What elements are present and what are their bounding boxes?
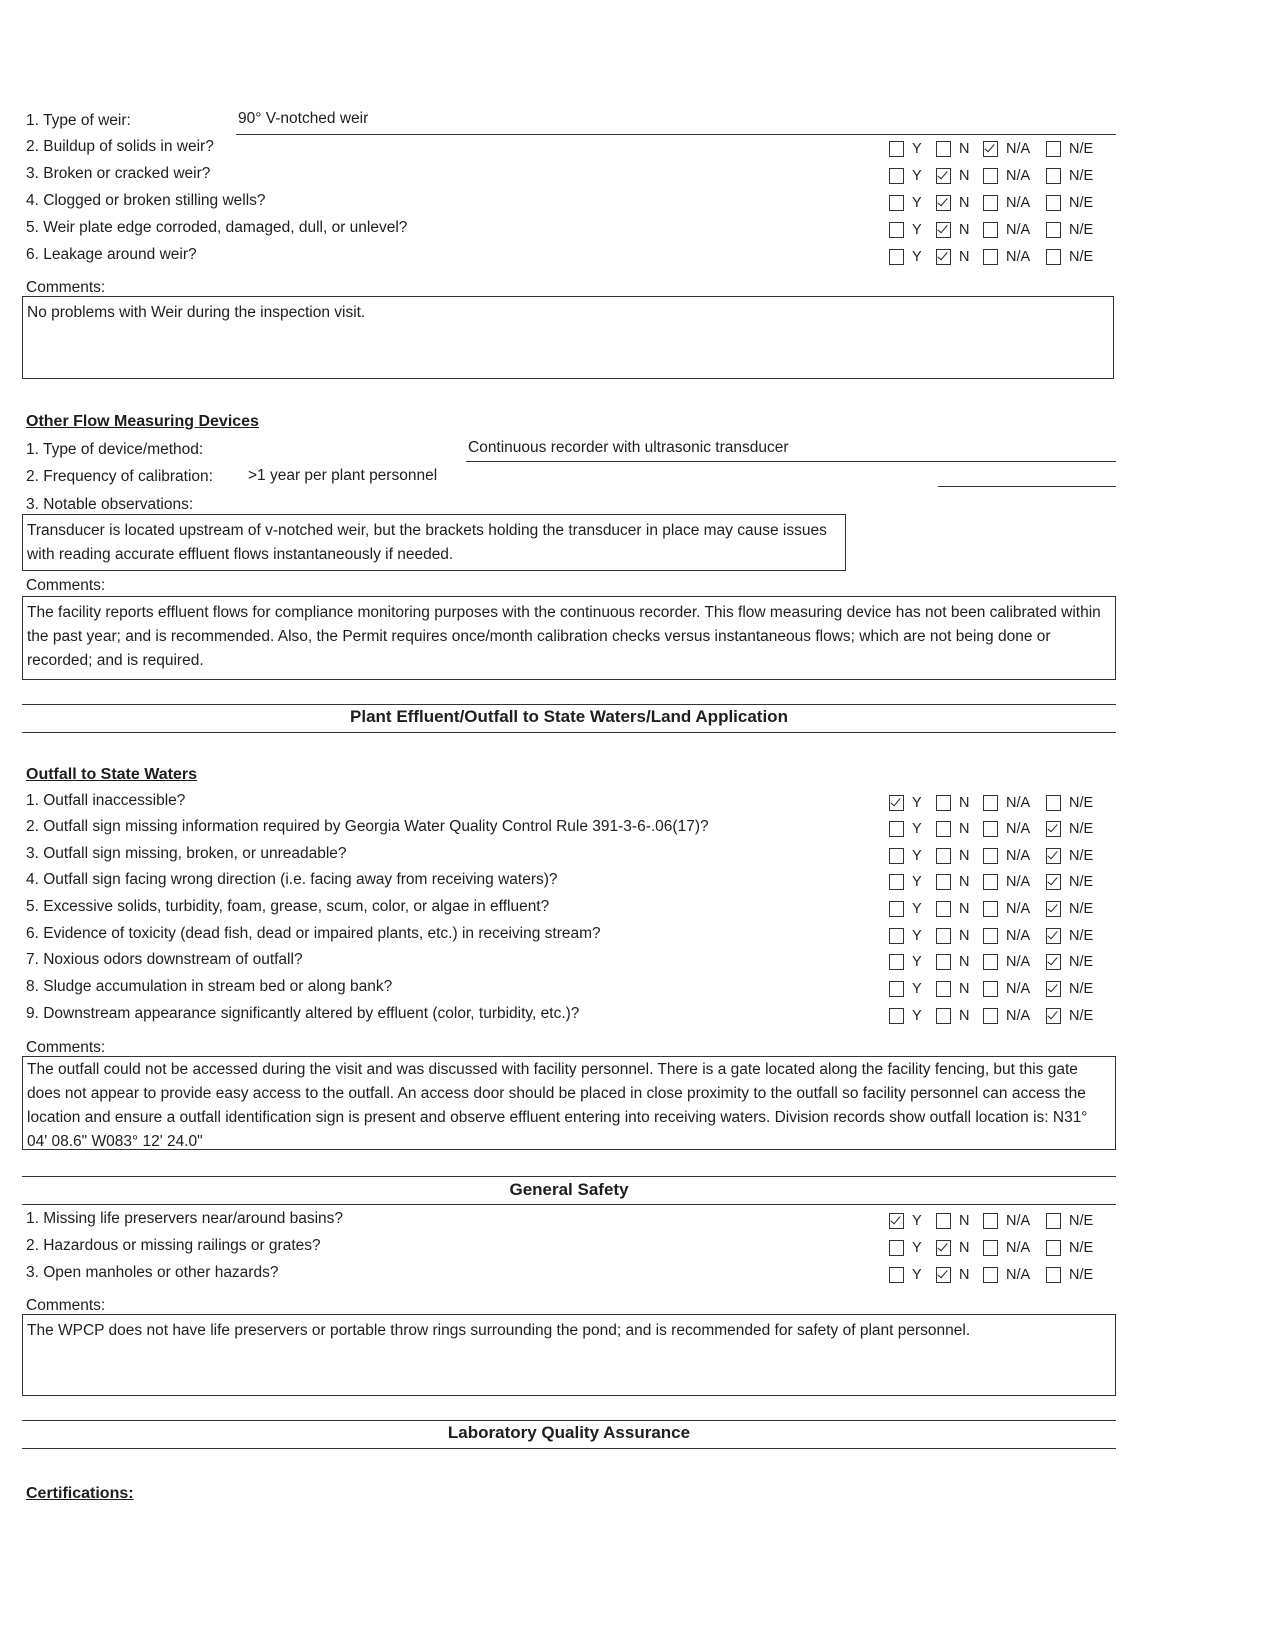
checkbox-ne[interactable] — [1046, 249, 1061, 265]
checkbox-y[interactable] — [889, 1267, 904, 1283]
question-text: 5. Weir plate edge corroded, damaged, dull, or unlevel? — [26, 219, 408, 236]
checkbox-label-y: Y — [912, 1267, 922, 1283]
checkbox-ne[interactable] — [1046, 981, 1061, 997]
checkbox-ne[interactable] — [1046, 168, 1061, 184]
question-text: 4. Outfall sign facing wrong direction (i.e. facing away from receiving waters)? — [26, 871, 558, 888]
checkbox-n[interactable] — [936, 195, 951, 211]
weir-comments-box — [22, 296, 1114, 379]
device-type-value: Continuous recorder with ultrasonic transducer — [468, 439, 789, 456]
checkbox-label-na: N/A — [1006, 848, 1031, 864]
checkbox-na[interactable] — [983, 1008, 998, 1024]
checkbox-label-na: N/A — [1006, 928, 1031, 944]
checkbox-label-na: N/A — [1006, 874, 1031, 890]
checkbox-label-n: N — [959, 195, 970, 211]
checkbox-label-ne: N/E — [1069, 195, 1094, 211]
answer-options — [889, 899, 1139, 919]
checkbox-label-n: N — [959, 848, 970, 864]
checkbox-label-na: N/A — [1006, 901, 1031, 917]
checkbox-n[interactable] — [936, 1240, 951, 1256]
checkbox-y[interactable] — [889, 954, 904, 970]
certifications-heading: Certifications: — [26, 1485, 134, 1502]
device-type-underline — [466, 461, 1116, 462]
question-text: 5. Excessive solids, turbidity, foam, grease, scum, color, or algae in effluent? — [26, 898, 550, 915]
answer-options — [889, 166, 1139, 186]
checkbox-label-na: N/A — [1006, 195, 1031, 211]
checkbox-n[interactable] — [936, 821, 951, 837]
checkbox-n[interactable] — [936, 1008, 951, 1024]
checkbox-label-n: N — [959, 901, 970, 917]
checkbox-y[interactable] — [889, 901, 904, 917]
checkbox-n[interactable] — [936, 1213, 951, 1229]
checkbox-label-y: Y — [912, 1240, 922, 1256]
checkbox-ne[interactable] — [1046, 195, 1061, 211]
checkbox-y[interactable] — [889, 874, 904, 890]
checkbox-y[interactable] — [889, 141, 904, 157]
checkbox-ne[interactable] — [1046, 954, 1061, 970]
checkbox-label-n: N — [959, 141, 970, 157]
checkbox-label-y: Y — [912, 168, 922, 184]
checkbox-n[interactable] — [936, 954, 951, 970]
checkbox-na[interactable] — [983, 901, 998, 917]
checkbox-na[interactable] — [983, 222, 998, 238]
checkbox-label-ne: N/E — [1069, 795, 1094, 811]
checkbox-na[interactable] — [983, 928, 998, 944]
checkbox-label-ne: N/E — [1069, 874, 1094, 890]
checkbox-n[interactable] — [936, 249, 951, 265]
checkbox-label-ne: N/E — [1069, 981, 1094, 997]
checkbox-label-na: N/A — [1006, 795, 1031, 811]
checkbox-label-na: N/A — [1006, 1240, 1031, 1256]
checkbox-y[interactable] — [889, 795, 904, 811]
checkbox-na[interactable] — [983, 249, 998, 265]
answer-options — [889, 193, 1139, 213]
frequency-underline — [938, 486, 1116, 487]
plant-effluent-bottom-rule — [22, 732, 1116, 733]
checkbox-label-y: Y — [912, 901, 922, 917]
checkbox-label-y: Y — [912, 928, 922, 944]
checkbox-label-ne: N/E — [1069, 1240, 1094, 1256]
answer-options — [889, 952, 1139, 972]
checkbox-na[interactable] — [983, 1213, 998, 1229]
checkbox-n[interactable] — [936, 222, 951, 238]
checkbox-label-ne: N/E — [1069, 1008, 1094, 1024]
checkbox-n[interactable] — [936, 981, 951, 997]
checkbox-label-n: N — [959, 1267, 970, 1283]
observations-label: 3. Notable observations: — [26, 496, 194, 513]
answer-options — [889, 220, 1139, 240]
checkbox-label-y: Y — [912, 222, 922, 238]
weir-comments-label: Comments: — [26, 279, 106, 296]
checkbox-label-ne: N/E — [1069, 848, 1094, 864]
checkbox-ne[interactable] — [1046, 1240, 1061, 1256]
checkbox-label-ne: N/E — [1069, 1267, 1094, 1283]
checkbox-ne[interactable] — [1046, 795, 1061, 811]
frequency-value: >1 year per plant personnel — [248, 467, 438, 484]
checkbox-label-ne: N/E — [1069, 168, 1094, 184]
plant-effluent-title: Plant Effluent/Outfall to State Waters/Land Application — [350, 707, 788, 726]
checkbox-label-y: Y — [912, 141, 922, 157]
question-text: 3. Open manholes or other hazards? — [26, 1264, 279, 1281]
checkbox-n[interactable] — [936, 168, 951, 184]
checkbox-label-n: N — [959, 1213, 970, 1229]
checkbox-na[interactable] — [983, 168, 998, 184]
outfall-comments-label: Comments: — [26, 1039, 106, 1056]
answer-options — [889, 926, 1139, 946]
lab-qa-title: Laboratory Quality Assurance — [447, 1423, 691, 1442]
observations-box — [22, 514, 846, 571]
answer-options — [889, 1265, 1139, 1285]
question-text: 8. Sludge accumulation in stream bed or along bank? — [26, 978, 393, 995]
other-flow-comments-box — [22, 596, 1116, 680]
checkbox-na[interactable] — [983, 1240, 998, 1256]
answer-options — [889, 819, 1139, 839]
safety-comments-box — [22, 1314, 1116, 1396]
checkbox-y[interactable] — [889, 222, 904, 238]
answer-options — [889, 1211, 1139, 1231]
checkbox-label-na: N/A — [1006, 954, 1031, 970]
answer-options — [889, 793, 1139, 813]
checkbox-label-y: Y — [912, 1213, 922, 1229]
checkbox-y[interactable] — [889, 848, 904, 864]
checkbox-label-n: N — [959, 928, 970, 944]
safety-comments-text: The WPCP does not have life preservers or portable throw rings surrounding the pond; and is recommended for safety of plant personnel. — [27, 1322, 971, 1339]
question-text: 4. Clogged or broken stilling wells? — [26, 192, 266, 209]
checkbox-n[interactable] — [936, 901, 951, 917]
question-text: 6. Leakage around weir? — [26, 246, 197, 263]
checkbox-na[interactable] — [983, 874, 998, 890]
frequency-label: 2. Frequency of calibration: — [26, 468, 213, 485]
plant-effluent-top-rule — [22, 704, 1116, 705]
outfall-comments-box — [22, 1056, 1116, 1150]
answer-options — [889, 139, 1139, 159]
checkbox-label-y: Y — [912, 249, 922, 265]
checkbox-ne[interactable] — [1046, 848, 1061, 864]
checkbox-ne[interactable] — [1046, 1008, 1061, 1024]
device-type-label: 1. Type of device/method: — [26, 441, 204, 458]
lab-qa-top-rule — [22, 1420, 1116, 1421]
checkbox-ne[interactable] — [1046, 1267, 1061, 1283]
general-safety-bottom-rule — [22, 1204, 1116, 1205]
answer-options — [889, 872, 1139, 892]
checkbox-y[interactable] — [889, 1213, 904, 1229]
checkbox-label-n: N — [959, 874, 970, 890]
checkbox-label-na: N/A — [1006, 222, 1031, 238]
checkbox-label-n: N — [959, 1240, 970, 1256]
checkbox-label-na: N/A — [1006, 821, 1031, 837]
checkbox-label-n: N — [959, 821, 970, 837]
checkbox-ne[interactable] — [1046, 874, 1061, 890]
checkbox-na[interactable] — [983, 195, 998, 211]
general-safety-top-rule — [22, 1176, 1116, 1177]
question-text: 1. Missing life preservers near/around basins? — [26, 1210, 344, 1227]
checkbox-label-n: N — [959, 954, 970, 970]
checkbox-y[interactable] — [889, 1240, 904, 1256]
question-text: 2. Hazardous or missing railings or grates? — [26, 1237, 321, 1254]
checkbox-ne[interactable] — [1046, 141, 1061, 157]
checkbox-y[interactable] — [889, 981, 904, 997]
question-text: 6. Evidence of toxicity (dead fish, dead or impaired plants, etc.) in receiving stream? — [26, 925, 601, 942]
checkbox-label-ne: N/E — [1069, 1213, 1094, 1229]
checkbox-label-n: N — [959, 249, 970, 265]
checkbox-label-ne: N/E — [1069, 901, 1094, 917]
answer-options — [889, 846, 1139, 866]
checkbox-label-y: Y — [912, 1008, 922, 1024]
checkbox-label-n: N — [959, 222, 970, 238]
checkbox-y[interactable] — [889, 249, 904, 265]
checkbox-label-n: N — [959, 168, 970, 184]
checkbox-label-na: N/A — [1006, 1267, 1031, 1283]
checkbox-label-n: N — [959, 981, 970, 997]
checkbox-label-na: N/A — [1006, 141, 1031, 157]
weir-type-value: 90° V-notched weir — [238, 110, 369, 127]
answer-options — [889, 247, 1139, 267]
question-text: 7. Noxious odors downstream of outfall? — [26, 951, 303, 968]
checkbox-label-na: N/A — [1006, 1008, 1031, 1024]
checkbox-y[interactable] — [889, 821, 904, 837]
checkbox-label-na: N/A — [1006, 249, 1031, 265]
checkbox-na[interactable] — [983, 141, 998, 157]
question-text: 3. Broken or cracked weir? — [26, 165, 211, 182]
checkbox-label-na: N/A — [1006, 168, 1031, 184]
checkbox-y[interactable] — [889, 1008, 904, 1024]
checkbox-label-y: Y — [912, 874, 922, 890]
checkbox-label-n: N — [959, 1008, 970, 1024]
checkbox-ne[interactable] — [1046, 901, 1061, 917]
checkbox-n[interactable] — [936, 928, 951, 944]
checkbox-label-na: N/A — [1006, 981, 1031, 997]
checkbox-label-y: Y — [912, 848, 922, 864]
checkbox-y[interactable] — [889, 168, 904, 184]
checkbox-label-ne: N/E — [1069, 821, 1094, 837]
checkbox-na[interactable] — [983, 1267, 998, 1283]
checkbox-n[interactable] — [936, 141, 951, 157]
answer-options — [889, 1006, 1139, 1026]
checkbox-label-y: Y — [912, 195, 922, 211]
question-text: 3. Outfall sign missing, broken, or unreadable? — [26, 845, 347, 862]
checkbox-label-y: Y — [912, 821, 922, 837]
checkbox-label-na: N/A — [1006, 1213, 1031, 1229]
outfall-comments-text: The outfall could not be accessed during the visit and was discussed with facility personnel. There is a gate located along the facility fencing, but this gate does not appear to provide easy access to the outfall. An access door should be placed in close proximity to the outfall so facility personnel can access the location and ensure a outfall identification sign is present and observe effluent entering into receiving waters. Division records show outfall location is: N31° 04' 08.6" W083° 12' 24.0" — [27, 1061, 1088, 1150]
checkbox-ne[interactable] — [1046, 1213, 1061, 1229]
checkbox-n[interactable] — [936, 1267, 951, 1283]
weir-comments-text: No problems with Weir during the inspection visit. — [27, 304, 366, 321]
checkbox-n[interactable] — [936, 795, 951, 811]
checkbox-n[interactable] — [936, 874, 951, 890]
checkbox-na[interactable] — [983, 848, 998, 864]
checkbox-label-y: Y — [912, 954, 922, 970]
lab-qa-bottom-rule — [22, 1448, 1116, 1449]
checkbox-ne[interactable] — [1046, 821, 1061, 837]
checkbox-ne[interactable] — [1046, 222, 1061, 238]
answer-options — [889, 979, 1139, 999]
question-text: 2. Outfall sign missing information required by Georgia Water Quality Control Rule 391-3-6-.06(17)? — [26, 818, 709, 835]
checkbox-y[interactable] — [889, 928, 904, 944]
other-flow-comments-label: Comments: — [26, 577, 106, 594]
safety-comments-label: Comments: — [26, 1297, 106, 1314]
checkbox-na[interactable] — [983, 981, 998, 997]
question-text: 9. Downstream appearance significantly altered by effluent (color, turbidity, etc.)? — [26, 1005, 580, 1022]
checkbox-label-y: Y — [912, 981, 922, 997]
checkbox-na[interactable] — [983, 795, 998, 811]
checkbox-label-ne: N/E — [1069, 249, 1094, 265]
checkbox-label-y: Y — [912, 795, 922, 811]
checkbox-na[interactable] — [983, 954, 998, 970]
checkbox-label-n: N — [959, 795, 970, 811]
checkbox-ne[interactable] — [1046, 928, 1061, 944]
observations-text: Transducer is located upstream of v-notched weir, but the brackets holding the transducer in place may cause issues with reading accurate effluent flows instantaneously if needed. — [27, 522, 827, 563]
checkbox-label-ne: N/E — [1069, 928, 1094, 944]
question-text: 1. Outfall inaccessible? — [26, 792, 186, 809]
weir-type-label: 1. Type of weir: — [26, 112, 131, 129]
other-flow-heading: Other Flow Measuring Devices — [26, 413, 259, 430]
checkbox-n[interactable] — [936, 848, 951, 864]
weir-type-underline — [236, 134, 1116, 135]
checkbox-label-ne: N/E — [1069, 954, 1094, 970]
outfall-heading: Outfall to State Waters — [26, 766, 197, 783]
question-text: 2. Buildup of solids in weir? — [26, 138, 214, 155]
checkbox-y[interactable] — [889, 195, 904, 211]
checkbox-label-ne: N/E — [1069, 141, 1094, 157]
checkbox-label-ne: N/E — [1069, 222, 1094, 238]
checkbox-na[interactable] — [983, 821, 998, 837]
other-flow-comments-text: The facility reports effluent flows for compliance monitoring purposes with the continuous recorder. This flow measuring device has not been calibrated within the past year; and is recommended. Also, the Permit requires once/month calibration checks versus instantaneous flows; which are not being done or recorded; and is required. — [27, 604, 1101, 669]
general-safety-title: General Safety — [509, 1180, 629, 1199]
answer-options — [889, 1238, 1139, 1258]
